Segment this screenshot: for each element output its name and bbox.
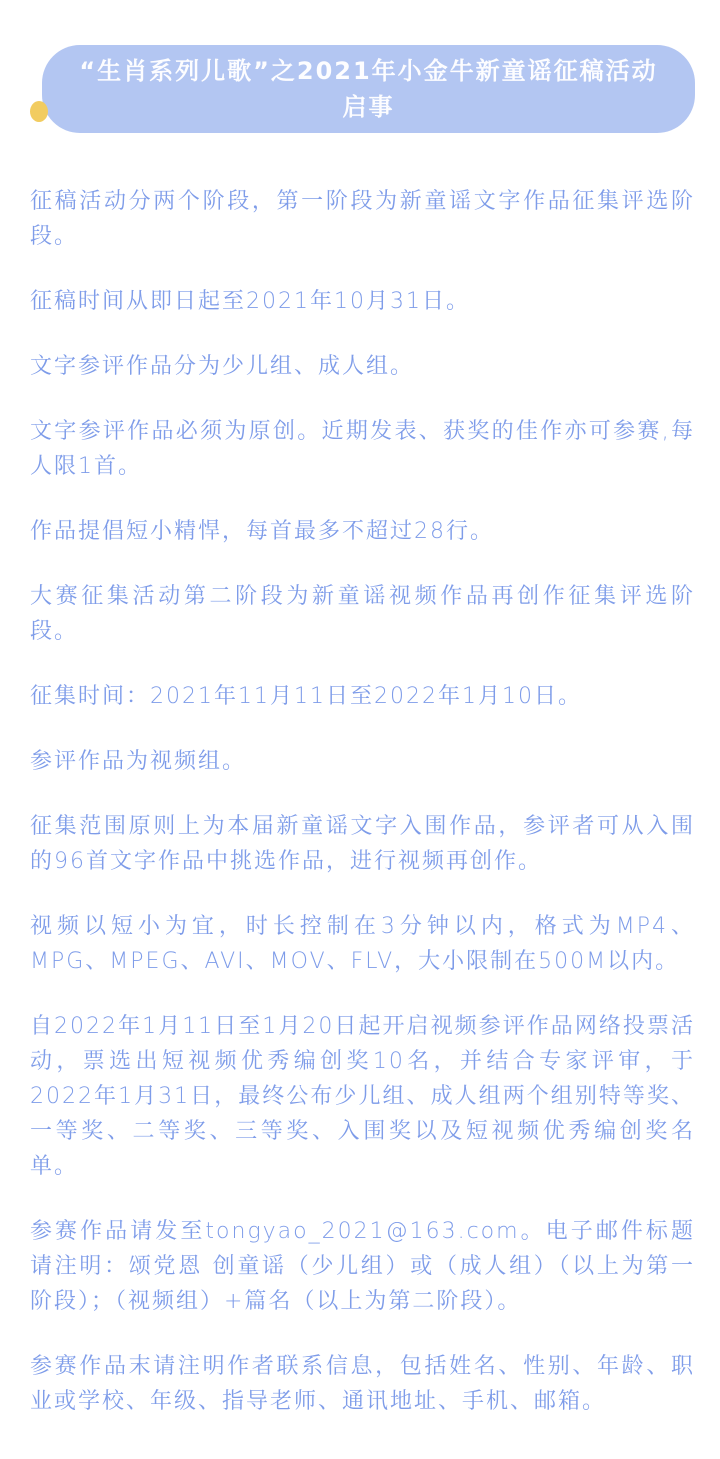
- paragraph: 文字参评作品分为少儿组、成人组。: [30, 354, 415, 379]
- paragraph: 征集时间：2021年11月11日至2022年1月10日。: [30, 684, 582, 709]
- paragraph: 视频以短小为宜，时长控制在3分钟以内，格式为MP4、MPG、MPEG、AVI、MOV、FLV，大小限制在500M以内。: [30, 914, 695, 974]
- paragraph: 自2022年1月11日至1月20日起开启视频参评作品网络投票活动，票选出短视频优秀编创奖10名，并结合专家评审，于2022年1月31日，最终公布少儿组、成人组两个组别特等奖、一等奖、二等奖、三等奖、入围奖以及短视频优秀编创奖名单。: [30, 1014, 695, 1179]
- announcement-body: [0, 133, 720, 1459]
- yellow-dot-icon: [30, 101, 48, 122]
- announcement-header: [0, 0, 720, 133]
- paragraph: 征集范围原则上为本届新童谣文字入围作品，参评者可从入围的96首文字作品中挑选作品，进行视频再创作。: [30, 814, 695, 874]
- paragraph: 征稿时间从即日起至2021年10月31日。: [30, 289, 470, 314]
- paragraph: 大赛征集活动第二阶段为新童谣视频作品再创作征集评选阶段。: [30, 584, 695, 644]
- header-banner: [42, 45, 695, 133]
- paragraph: 文字参评作品必须为原创。近期发表、获奖的佳作亦可参赛,每人限1首。: [30, 419, 695, 479]
- page-title: “生肖系列儿歌”之2021年小金牛新童谣征稿活动启事: [79, 57, 658, 121]
- paragraph: 参评作品为视频组。: [30, 749, 247, 774]
- paragraph: 参赛作品末请注明作者联系信息，包括姓名、性别、年龄、职业或学校、年级、指导老师、通讯地址、手机、邮箱。: [30, 1354, 695, 1414]
- paragraph: 作品提倡短小精悍，每首最多不超过28行。: [30, 519, 494, 544]
- paragraph: 征稿活动分两个阶段，第一阶段为新童谣文字作品征集评选阶段。: [30, 189, 695, 249]
- paragraph: 参赛作品请发至tongyao_2021@163.com。电子邮件标题请注明：颂党恩 创童谣（少儿组）或（成人组）（以上为第一阶段）；（视频组）+篇名（以上为第二阶段）。: [30, 1219, 695, 1314]
